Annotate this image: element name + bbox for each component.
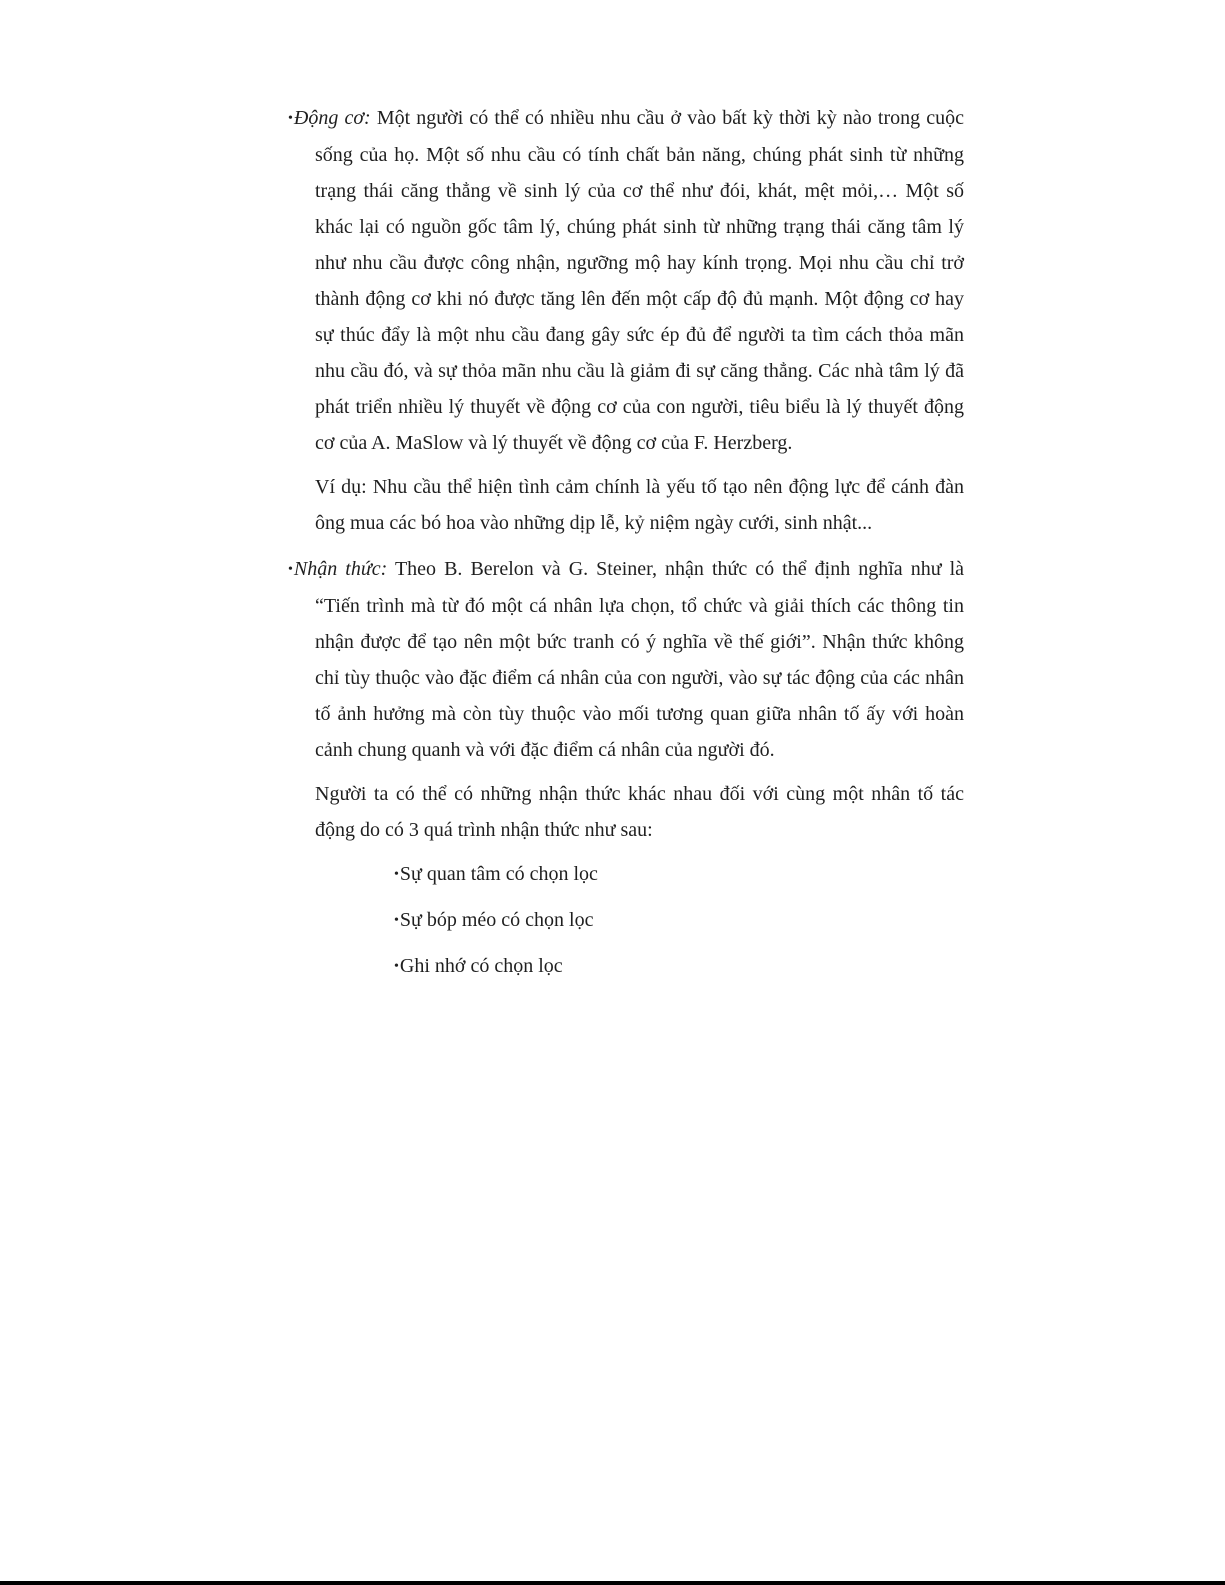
term-nhan-thuc: Nhận thức: <box>293 558 388 580</box>
section-nhan-thuc <box>288 551 964 848</box>
paragraph-dong-co <box>288 100 964 461</box>
bullet-icon: • <box>394 867 399 882</box>
list-item-text: Sự quan tâm có chọn lọc <box>399 863 598 885</box>
bullet-icon: • <box>288 111 293 126</box>
bullet-icon: • <box>394 913 399 928</box>
body-dong-co: Một người có thể có nhiều nhu cầu ở vào bất kỳ thời kỳ nào trong cuộc sống của họ. Một số nhu cầu có tính chất bản năng, chúng phát sinh từ những trạng thái căng thẳng về sinh lý của cơ thể như đói, khát, mệt mỏi,… Một số khác lại có nguồn gốc tâm lý, chúng phát sinh từ những trạng thái căng tâm lý như nhu cầu được công nhận, ngưỡng mộ hay kính trọng. Mọi nhu cầu chỉ trở thành động cơ khi nó được tăng lên đến một cấp độ đủ mạnh. Một động cơ hay sự thúc đẩy là một nhu cầu đang gây sức ép đủ để người ta tìm cách thỏa mãn nhu cầu đó, và sự thỏa mãn nhu cầu là giảm đi sự căng thẳng. Các nhà tâm lý đã phát triển nhiều lý thuyết về động cơ của con người, tiêu biểu là lý thuyết động cơ của A. MaSlow và lý thuyết về động cơ của F. Herzberg. <box>315 107 965 454</box>
list-item-text: Sự bóp méo có chọn lọc <box>399 909 594 931</box>
body-nhan-thuc: Theo B. Berelon và G. Steiner, nhận thức có thể định nghĩa như là “Tiến trình mà từ đó một cá nhân lựa chọn, tổ chức và giải thích các thông tin nhận được để tạo nên một bức tranh có ý nghĩa về thế giới”. Nhận thức không chỉ tùy thuộc vào đặc điểm cá nhân của con người, vào sự tác động của các nhân tố ảnh hưởng mà còn tùy thuộc vào mối tương quan giữa nhân tố ấy với hoàn cảnh chung quanh và với đặc điểm cá nhân của người đó. <box>315 558 964 761</box>
section-dong-co <box>288 100 964 541</box>
page-bottom-border <box>0 1581 1225 1585</box>
term-dong-co: Động cơ: <box>293 107 371 129</box>
list-item <box>394 902 964 939</box>
bullet-icon: • <box>288 562 293 577</box>
perception-process-list <box>288 856 964 985</box>
example-paragraph: Ví dụ: Nhu cầu thể hiện tình cảm chính là yếu tố tạo nên động lực để cánh đàn ông mua các bó hoa vào những dịp lễ, kỷ niệm ngày cưới, sinh nhật... <box>315 476 964 534</box>
list-item <box>394 856 964 893</box>
process-intro-paragraph: Người ta có thể có những nhận thức khác nhau đối với cùng một nhân tố tác động do có 3 quá trình nhận thức như sau: <box>315 783 964 841</box>
paragraph-nhan-thuc <box>288 551 964 768</box>
document-page <box>288 100 964 994</box>
list-item <box>394 948 964 985</box>
bullet-icon: • <box>394 959 399 974</box>
list-item-text: Ghi nhớ có chọn lọc <box>399 955 563 977</box>
